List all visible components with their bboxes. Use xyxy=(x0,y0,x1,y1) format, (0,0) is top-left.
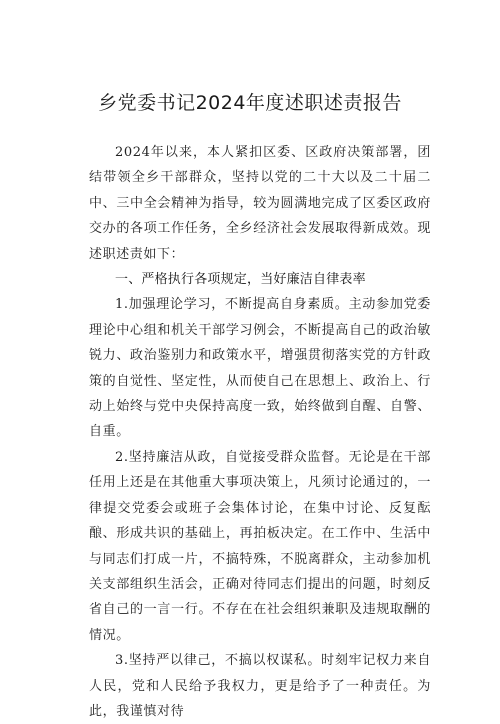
document-title: 乡党委书记2024年度述职述责报告 xyxy=(98,92,402,114)
body-paragraph-1: 1.加强理论学习，不断提高自身素质。主动参加党委理论中心组和机关干部学习例会，不断提高自己的政治敏锐力、政治鉴别力和政策水平，增强贯彻落实党的方针政策的自觉性、坚定性，从而使自己在思想上、政治上、行动上始终与党中央保持高度一致，始终做到自醒、自警、自重。 xyxy=(89,297,431,440)
body-paragraph-3: 3.坚持严以律己，不搞以权谋私。时刻牢记权力来自人民，党和人民给予我权力，更是给予了一种责任。为此，我谨慎对待 xyxy=(89,653,431,719)
section-heading: 一、严格执行各项规定，当好廉洁自律表率 xyxy=(115,272,366,288)
intro-paragraph: 2024年以来，本人紧扣区委、区政府决策部署，团结带领全乡干部群众，坚持以党的二十大以及二十届二中、三中全会精神为指导，较为圆满地完成了区委区政府交办的各项工作任务，全乡经济社会发展取得新成效。现述职述责如下： xyxy=(89,145,431,262)
body-paragraph-2: 2.坚持廉洁从政，自觉接受群众监督。无论是在干部任用上还是在其他重大事项决策上，凡须讨论通过的，一律提交党委会或班子会集体讨论，在集中讨论、反复酝酿、形成共识的基础上，再拍板决定。在工作中、生活中与同志们打成一片，不搞特殊，不脱离群众，主动参加机关支部组织生活会，正确对待同志们提出的问题，时刻反省自己的一言一行。不存在在社会组织兼职及违规取酬的情况。 xyxy=(89,449,431,643)
document-body xyxy=(89,140,431,724)
